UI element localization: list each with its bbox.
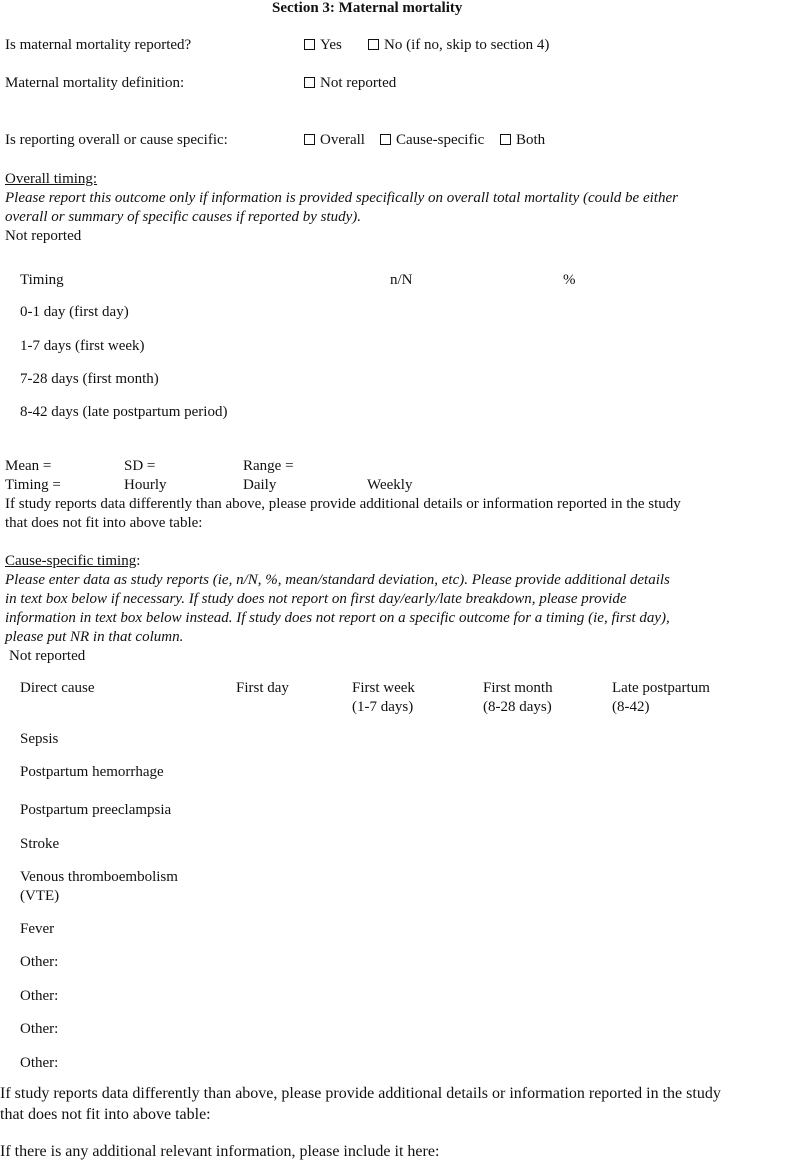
cause-header-first-day: First day xyxy=(236,680,289,696)
footer-diff-line1: If study reports data differently than above, please provide additional details or information reported in the study xyxy=(0,1085,721,1102)
overall-header-timing: Timing xyxy=(20,272,64,288)
overall-note-line1: Please report this outcome only if information is provided specifically on overall total mortality (could be either xyxy=(5,190,678,206)
q-reporting-cause-specific[interactable]: Cause-specific xyxy=(380,131,484,149)
no-checkbox[interactable] xyxy=(368,39,379,50)
cause-header-first-month: First month xyxy=(483,680,553,696)
cause-not-reported[interactable]: Not reported xyxy=(9,648,86,664)
cause-row: Sepsis xyxy=(20,731,59,747)
q-reporting-both[interactable]: Both xyxy=(500,131,545,149)
footer-additional-info: If there is any additional relevant information, please include it here: xyxy=(0,1143,440,1160)
section-title: Section 3: Maternal mortality xyxy=(272,0,463,16)
yes-checkbox[interactable] xyxy=(304,39,315,50)
cause-row: Other: xyxy=(20,954,59,970)
cause-header-direct-cause: Direct cause xyxy=(20,680,95,696)
overall-row: 0-1 day (first day) xyxy=(20,304,129,320)
cause-row: Venous thromboembolism xyxy=(20,869,178,885)
cause-row-continuation: (VTE) xyxy=(20,888,60,904)
cause-specific-checkbox[interactable] xyxy=(380,134,391,145)
overall-header-nN: n/N xyxy=(390,272,413,288)
q-reporting-label: Is reporting overall or cause specific: xyxy=(5,132,228,148)
footer-diff-line2: that does not fit into above table: xyxy=(0,1106,211,1123)
timing-daily: Daily xyxy=(243,477,277,493)
q-reporting-overall[interactable]: Overall xyxy=(304,131,365,149)
cause-row: Postpartum preeclampsia xyxy=(20,802,172,818)
cause-row: Other: xyxy=(20,988,59,1004)
overall-timing-heading: Overall timing: xyxy=(5,171,98,187)
overall-row: 1-7 days (first week) xyxy=(20,338,145,354)
cause-row: Stroke xyxy=(20,836,60,852)
cause-row: Other: xyxy=(20,1021,59,1037)
q-definition-label: Maternal mortality definition: xyxy=(5,75,185,91)
q-reported-yes[interactable]: Yes xyxy=(304,36,342,54)
cause-row: Other: xyxy=(20,1055,59,1071)
q-definition-not-reported[interactable]: Not reported xyxy=(304,74,396,92)
both-checkbox[interactable] xyxy=(500,134,511,145)
overall-diff-line2: that does not fit into above table: xyxy=(5,515,203,531)
overall-checkbox[interactable] xyxy=(304,134,315,145)
overall-header-percent: % xyxy=(563,272,576,288)
mean-label: Mean = xyxy=(5,458,52,474)
cause-header-first-week: First week xyxy=(352,680,415,696)
cause-row: Postpartum hemorrhage xyxy=(20,764,164,780)
cause-header-first-month-sub: (8-28 days) xyxy=(483,699,552,715)
cause-timing-heading: Cause-specific timing: xyxy=(5,553,141,569)
not-reported-checkbox[interactable] xyxy=(304,77,315,88)
timing-weekly: Weekly xyxy=(367,477,413,493)
cause-header-first-week-sub: (1-7 days) xyxy=(352,699,414,715)
range-label: Range = xyxy=(243,458,294,474)
cause-note-line4: please put NR in that column. xyxy=(5,629,184,645)
cause-header-late: Late postpartum xyxy=(612,680,710,696)
cause-note-line3: information in text box below instead. If study does not report on a specific outcome for a timing (ie, first day), xyxy=(5,610,670,626)
overall-not-reported[interactable]: Not reported xyxy=(5,228,82,244)
sd-label: SD = xyxy=(124,458,156,474)
cause-note-line2: in text box below if necessary. If study does not report on first day/early/late breakdown, please provide xyxy=(5,591,627,607)
timing-hourly: Hourly xyxy=(124,477,167,493)
cause-row: Fever xyxy=(20,921,55,937)
overall-row: 7-28 days (first month) xyxy=(20,371,159,387)
q-reported-label: Is maternal mortality reported? xyxy=(5,37,192,53)
overall-note-line2: overall or summary of specific causes if reported by study). xyxy=(5,209,362,225)
overall-row: 8-42 days (late postpartum period) xyxy=(20,404,228,420)
timing-label: Timing = xyxy=(5,477,61,493)
q-reported-no[interactable]: No (if no, skip to section 4) xyxy=(368,36,549,54)
overall-diff-line1: If study reports data differently than above, please provide additional details or information reported in the study xyxy=(5,496,681,512)
cause-header-late-sub: (8-42) xyxy=(612,699,650,715)
cause-note-line1: Please enter data as study reports (ie, n/N, %, mean/standard deviation, etc). Please provide additional details xyxy=(5,572,670,588)
